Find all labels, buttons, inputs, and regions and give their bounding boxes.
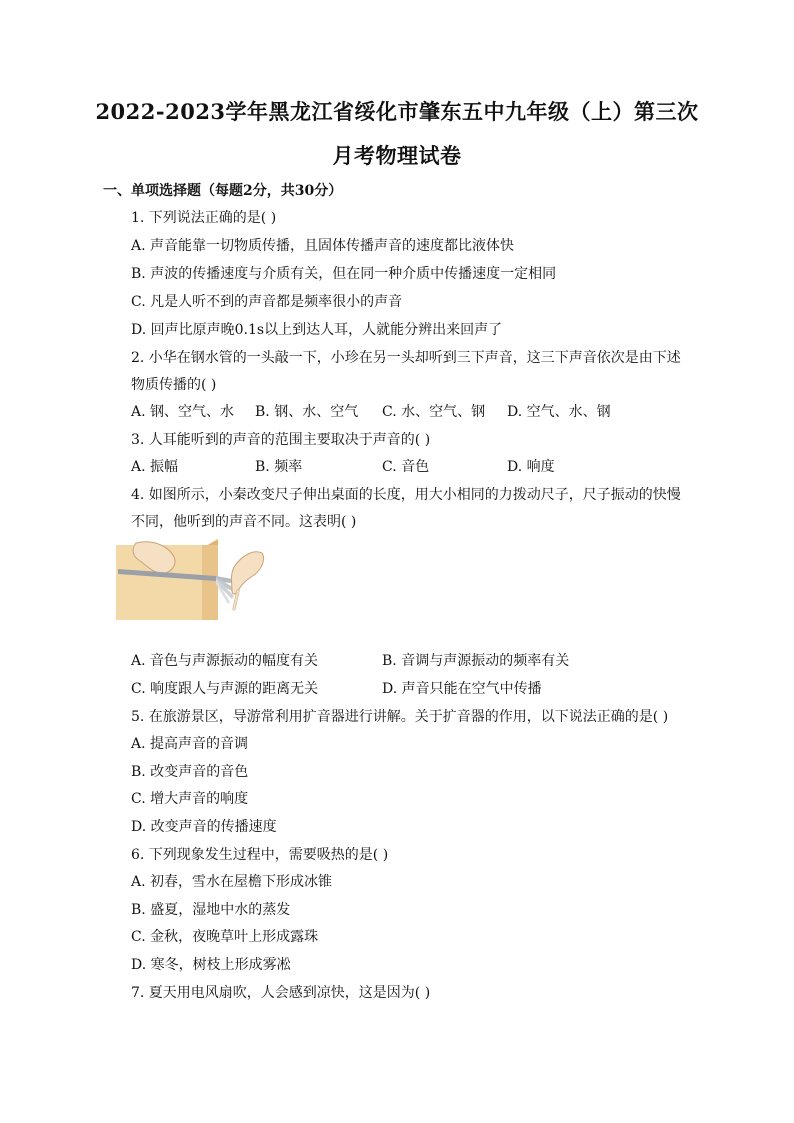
exam-title-line1: 2022-2023学年黑龙江省绥化市肇东五中九年级（上）第三次 xyxy=(95,99,699,124)
question-3-option-b: B. 频率 xyxy=(255,459,303,475)
section-heading: 一、单项选择题（每题2分，共30分） xyxy=(103,183,343,199)
question-2-option-c: C. 水、空气、钢 xyxy=(382,404,486,420)
question-4-stem-line1: 4. 如图所示，小秦改变尺子伸出桌面的长度，用大小相同的力拨动尺子，尺子振动的快慢 xyxy=(131,487,681,503)
question-2-stem-line2: 物质传播的( ) xyxy=(131,377,217,393)
question-7-stem: 7. 夏天用电风扇吹，人会感到凉快，这是因为( ) xyxy=(131,985,431,1001)
question-3-option-d: D. 响度 xyxy=(507,459,555,475)
question-2-stem-line1: 2. 小华在钢水管的一头敲一下，小珍在另一头却听到三下声音，这三下声音依次是由下述 xyxy=(131,350,681,366)
question-5-option-c: C. 增大声音的响度 xyxy=(131,791,249,807)
question-3-option-c: C. 音色 xyxy=(382,459,430,475)
ruler-vibration-figure xyxy=(116,539,268,620)
question-2-option-a: A. 钢、空气、水 xyxy=(131,404,235,420)
ruler-vibration-illustration xyxy=(116,539,268,620)
question-6-stem: 6. 下列现象发生过程中，需要吸热的是( ) xyxy=(131,847,389,863)
question-1-option-a: A. 声音能靠一切物质传播，且固体传播声音的速度都比液体快 xyxy=(131,238,515,254)
question-1-option-d: D. 回声比原声晚0.1s以上到达人耳，人就能分辨出来回声了 xyxy=(131,322,503,338)
question-3-stem: 3. 人耳能听到的声音的范围主要取决于声音的( ) xyxy=(131,432,431,448)
question-1-option-c: C. 凡是人听不到的声音都是频率很小的声音 xyxy=(131,294,403,310)
desk-leg xyxy=(202,545,218,620)
question-4-option-a: A. 音色与声源振动的幅度有关 xyxy=(131,653,319,669)
question-1-stem: 1. 下列说法正确的是( ) xyxy=(131,210,277,226)
question-6-option-c: C. 金秋，夜晚草叶上形成露珠 xyxy=(131,929,319,945)
exam-title-line2: 月考物理试卷 xyxy=(332,143,462,168)
question-1-option-b: B. 声波的传播速度与介质有关，但在同一种介质中传播速度一定相同 xyxy=(131,266,557,282)
question-3-option-a: A. 振幅 xyxy=(131,459,179,475)
question-4-option-b: B. 音调与声源振动的频率有关 xyxy=(382,653,570,669)
question-4-option-c: C. 响度跟人与声源的距离无关 xyxy=(131,681,319,697)
question-2-option-b: B. 钢、水、空气 xyxy=(255,404,359,420)
question-6-option-a: A. 初春，雪水在屋檐下形成冰锥 xyxy=(131,874,333,890)
question-5-stem: 5. 在旅游景区，导游常利用扩音器进行讲解。关于扩音器的作用，以下说法正确的是( ) xyxy=(131,709,669,725)
question-6-option-d: D. 寒冬，树枝上形成雾凇 xyxy=(131,957,291,973)
question-5-option-d: D. 改变声音的传播速度 xyxy=(131,819,277,835)
question-5-option-a: A. 提高声音的音调 xyxy=(131,736,249,752)
question-5-option-b: B. 改变声音的音色 xyxy=(131,764,249,780)
question-4-option-d: D. 声音只能在空气中传播 xyxy=(382,681,542,697)
question-4-stem-line2: 不同，他听到的声音不同。这表明( ) xyxy=(131,514,357,530)
question-6-option-b: B. 盛夏，湿地中水的蒸发 xyxy=(131,902,291,918)
question-2-option-d: D. 空气、水、钢 xyxy=(507,404,611,420)
